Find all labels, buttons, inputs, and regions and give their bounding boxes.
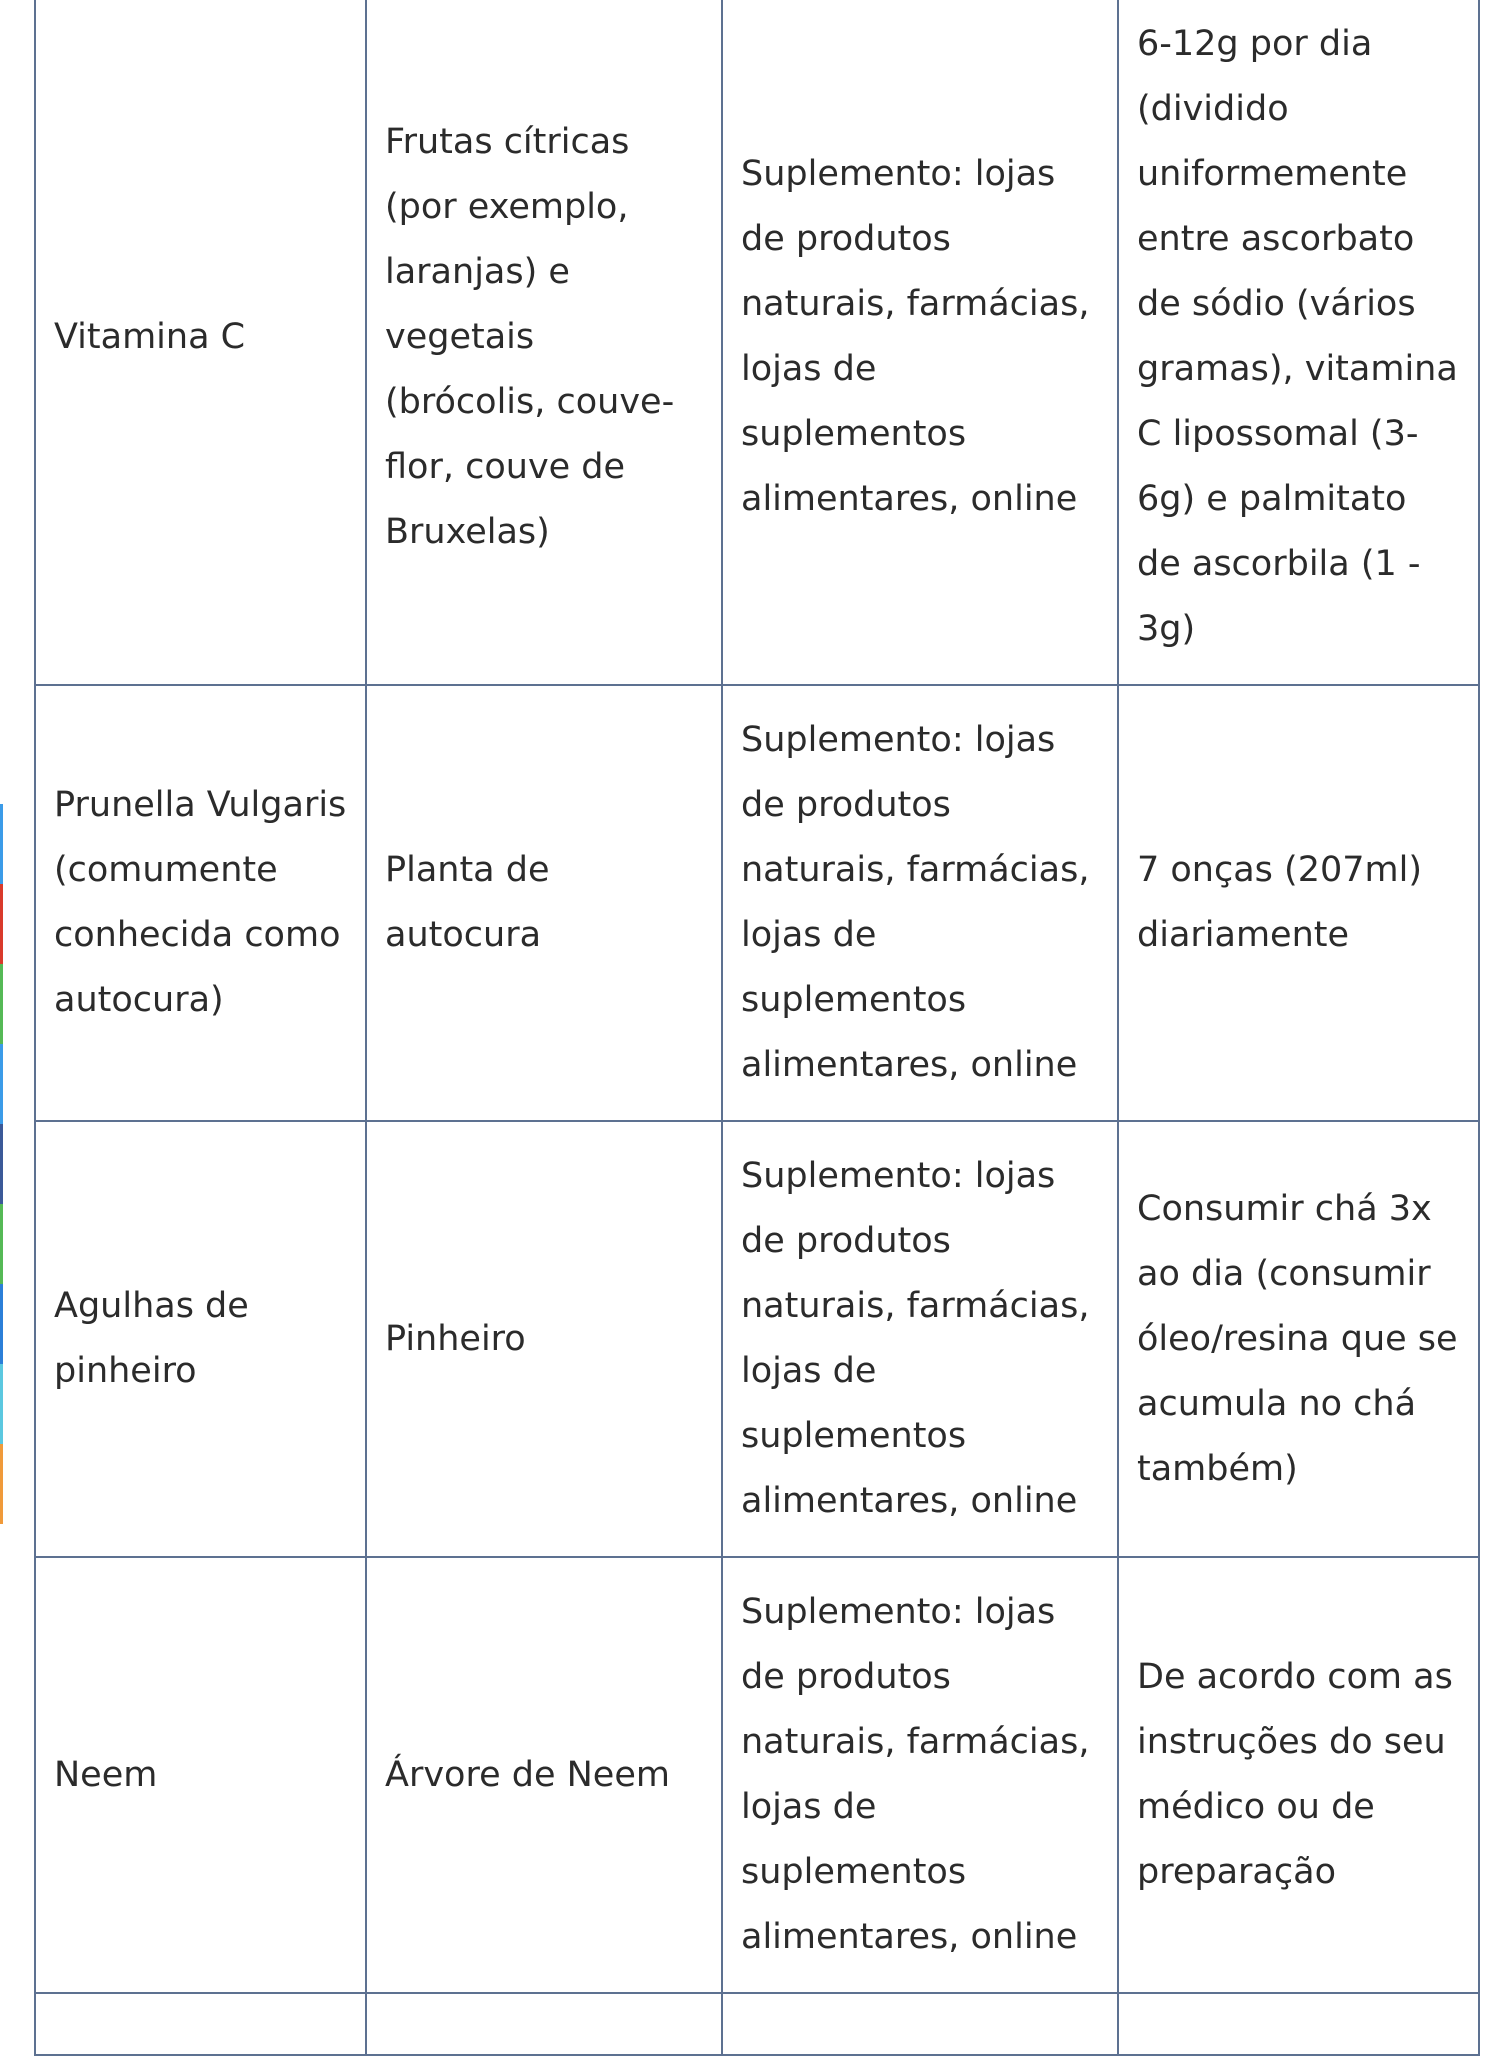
cell-name: Agulhas de pinheiro: [35, 1121, 366, 1557]
cell-source: Planta de autocura: [366, 685, 722, 1121]
share-color-6[interactable]: [0, 1204, 3, 1284]
cell-source: Árvore de Neem: [366, 1557, 722, 1993]
cell-where: Suplemento: lojas de produtos naturais, farmácias, lojas de suplementos alimentares, online: [722, 1121, 1118, 1557]
share-color-7[interactable]: [0, 1284, 3, 1364]
share-color-9[interactable]: [0, 1444, 3, 1524]
cell-empty: [1118, 1993, 1479, 2055]
cell-name: Neem: [35, 1557, 366, 1993]
table-row: [35, 0, 1479, 685]
cell-empty: [722, 1993, 1118, 2055]
cell-empty: [366, 1993, 722, 2055]
cell-source: Frutas cítricas (por exemplo, laranjas) e vegetais (brócolis, couve-flor, couve de Bruxelas): [366, 0, 722, 685]
table-row-partial: [35, 1993, 1479, 2055]
share-color-8[interactable]: [0, 1364, 3, 1444]
cell-dose: 6-12g por dia (dividido uniformemente entre ascorbato de sódio (vários gramas), vitamina C lipossomal (3-6g) e palmitato de ascorbila (1 - 3g): [1118, 0, 1479, 685]
share-color-1[interactable]: [0, 804, 3, 884]
cell-source: Pinheiro: [366, 1121, 722, 1557]
share-color-4[interactable]: [0, 1044, 3, 1124]
cell-name: Vitamina C: [35, 0, 366, 685]
table-row: [35, 1557, 1479, 1993]
share-color-5[interactable]: [0, 1124, 3, 1204]
share-sidebar-strip[interactable]: [0, 804, 3, 1524]
share-color-2[interactable]: [0, 884, 3, 964]
cell-dose: De acordo com as instruções do seu médico ou de preparação: [1118, 1557, 1479, 1993]
cell-where: Suplemento: lojas de produtos naturais, farmácias, lojas de suplementos alimentares, online: [722, 0, 1118, 685]
cell-dose: 7 onças (207ml) diariamente: [1118, 685, 1479, 1121]
cell-where: Suplemento: lojas de produtos naturais, farmácias, lojas de suplementos alimentares, online: [722, 685, 1118, 1121]
cell-name: Prunella Vulgaris (comumente conhecida como autocura): [35, 685, 366, 1121]
cell-empty: [35, 1993, 366, 2055]
table-row: [35, 685, 1479, 1121]
cell-dose: Consumir chá 3x ao dia (consumir óleo/resina que se acumula no chá também): [1118, 1121, 1479, 1557]
share-color-3[interactable]: [0, 964, 3, 1044]
supplements-table: [34, 0, 1480, 2056]
table-row: [35, 1121, 1479, 1557]
cell-where: Suplemento: lojas de produtos naturais, farmácias, lojas de suplementos alimentares, online: [722, 1557, 1118, 1993]
